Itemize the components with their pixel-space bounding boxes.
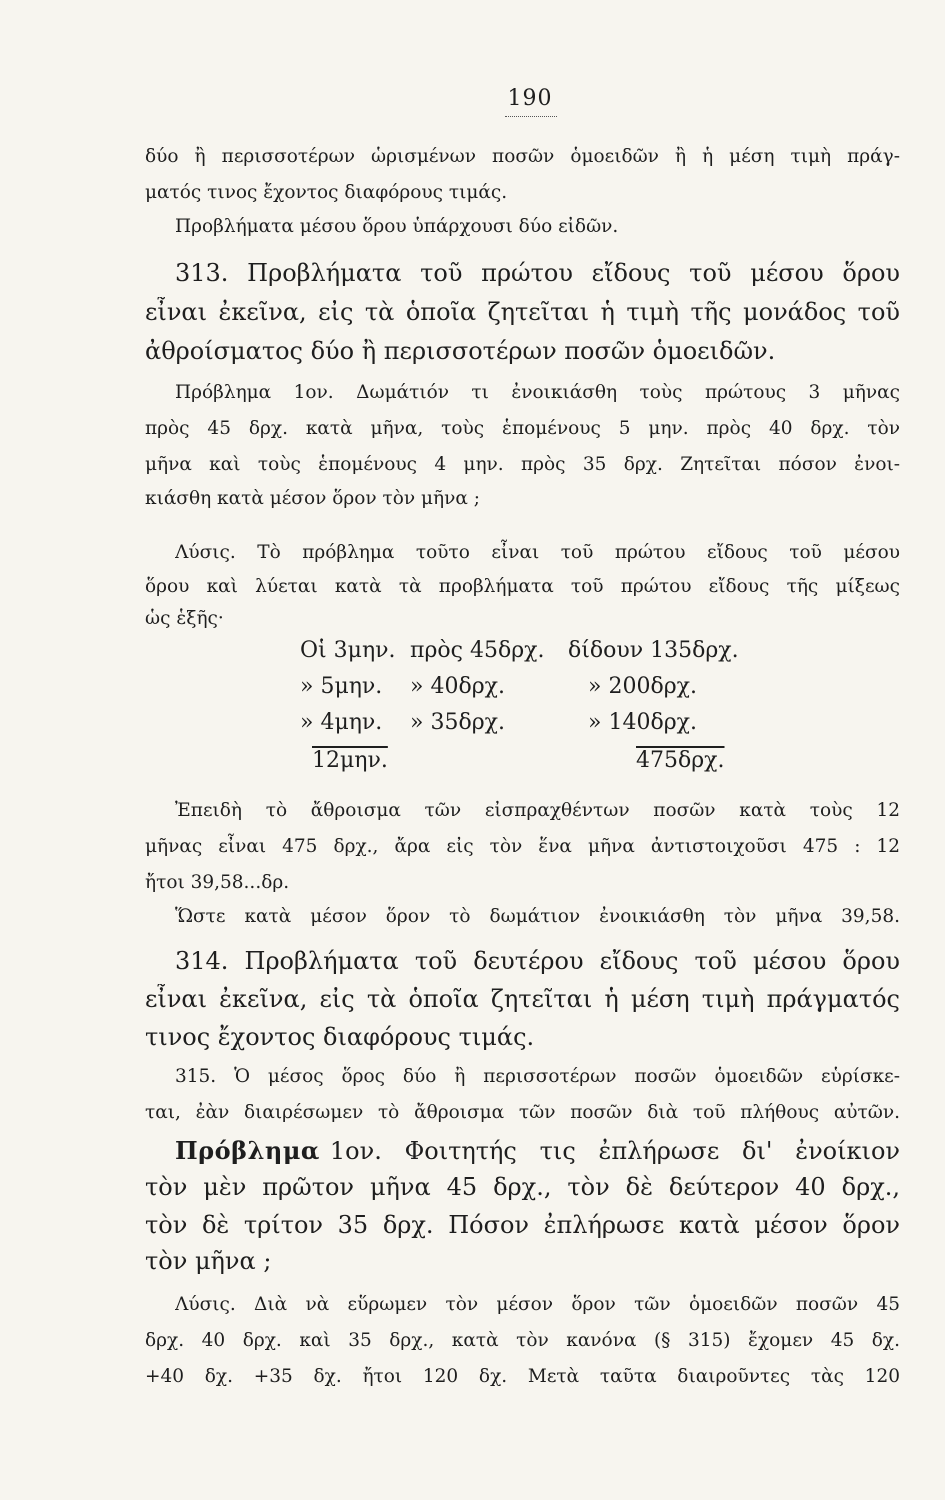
text-line: τὸν δὲ τρίτον 35 δρχ. Πόσον ἐπλήρωσε κατὰ μέσον ὅρον bbox=[145, 1211, 900, 1239]
text-line: 313. Προβλήματα τοῦ πρώτου εἴδους τοῦ μέσου ὅρου bbox=[175, 259, 900, 287]
text-line: μῆνα καὶ τοὺς ἑπομένους 4 μην. πρὸς 35 δρχ. Ζητεῖται πόσον ἐνοι- bbox=[145, 454, 900, 475]
text-line: τὸν μῆνα ; bbox=[145, 1247, 272, 1275]
text-line: Ὥστε κατὰ μέσον ὅρον τὸ δωμάτιον ἐνοικιάσθη τὸν μῆνα 39,58. bbox=[175, 906, 900, 927]
text-line: 1ον. Φοιτητής τις ἐπλήρωσε δι' ἐνοίκιον bbox=[329, 1137, 900, 1165]
text-line: εἶναι ἐκεῖνα, εἰς τὰ ὁποῖα ζητεῖται ἡ τιμὴ τῆς μονάδος τοῦ bbox=[145, 298, 900, 326]
text-line: 315. Ὁ μέσος ὅρος δύο ἢ περισσοτέρων ποσῶν ὁμοειδῶν εὑρίσκε- bbox=[175, 1066, 900, 1087]
text-line: ματός τινος ἔχοντος διαφόρους τιμάς. bbox=[145, 182, 508, 203]
table-cell: » 200δρχ. bbox=[588, 674, 697, 699]
table-cell: » 140δρχ. bbox=[588, 710, 697, 735]
text-line: πρὸς 45 δρχ. κατὰ μῆνα, τοὺς ἑπομένους 5 μην. πρὸς 40 δρχ. τὸν bbox=[145, 418, 900, 439]
table-cell: » 5μην. bbox=[300, 674, 383, 699]
problem-label: Πρόβλημα bbox=[175, 1136, 320, 1165]
table-cell: » 4μην. bbox=[300, 710, 383, 735]
text-line: μῆνας εἶναι 475 δρχ., ἄρα εἰς τὸν ἕνα μῆνα ἀντιστοιχοῦσι 475 : 12 bbox=[145, 836, 900, 857]
text-line: Προβλήματα μέσου ὅρου ὑπάρχουσι δύο εἰδῶν. bbox=[175, 216, 619, 237]
table-cell: πρὸς 45δρχ. bbox=[410, 638, 545, 663]
text-line: Λύσις. Διὰ νὰ εὕρωμεν τὸν μέσον ὅρον τῶν ὁμοειδῶν ποσῶν 45 bbox=[175, 1294, 900, 1315]
text-line: ἤτοι 39,58...δρ. bbox=[145, 872, 290, 893]
table-cell: Οἱ 3μην. bbox=[300, 638, 396, 663]
text-line: ἀθροίσματος δύο ἢ περισσοτέρων ποσῶν ὁμοειδῶν. bbox=[145, 337, 776, 365]
text-line: τινος ἔχοντος διαφόρους τιμάς. bbox=[145, 1023, 535, 1051]
text-line: τὸν μὲν πρῶτον μῆνα 45 δρχ., τὸν δὲ δεύτερον 40 δρχ., bbox=[145, 1173, 900, 1201]
text-line: ὡς ἑξῆς· bbox=[145, 608, 224, 629]
table-cell: » 35δρχ. bbox=[410, 710, 505, 735]
text-line: δύο ἢ περισσοτέρων ὡρισμένων ποσῶν ὁμοειδῶν ἢ ἡ μέση τιμὴ πράγ- bbox=[145, 146, 900, 167]
text-line: +40 δχ. +35 δχ. ἤτοι 120 δχ. Μετὰ ταῦτα διαιροῦντες τὰς 120 bbox=[145, 1366, 900, 1387]
table-cell: δίδουν 135δρχ. bbox=[568, 638, 739, 663]
table-total: 475δρχ. bbox=[636, 748, 725, 773]
page-number: 190 bbox=[507, 86, 553, 111]
table-cell: » 40δρχ. bbox=[410, 674, 505, 699]
text-line: 314. Προβλήματα τοῦ δευτέρου εἴδους τοῦ μέσου ὅρου bbox=[175, 947, 900, 975]
text-line: εἶναι ἐκεῖνα, εἰς τὰ ὁποῖα ζητεῖται ἡ μέση τιμὴ πράγματός bbox=[145, 985, 900, 1013]
page-number-rule bbox=[505, 116, 557, 117]
text-line: Λύσις. Τὸ πρόβλημα τοῦτο εἶναι τοῦ πρώτου εἴδους τοῦ μέσου bbox=[175, 542, 900, 563]
text-line: δρχ. 40 δρχ. καὶ 35 δρχ., κατὰ τὸν κανόνα (§ 315) ἔχομεν 45 δχ. bbox=[145, 1330, 900, 1351]
table-total: 12μην. bbox=[312, 748, 388, 773]
text-line: κιάσθη κατὰ μέσον ὅρον τὸν μῆνα ; bbox=[145, 488, 480, 509]
text-line: Πρόβλημα 1ον. Δωμάτιόν τι ἐνοικιάσθη τοὺς πρώτους 3 μῆνας bbox=[175, 382, 900, 403]
problem-line bbox=[175, 1136, 900, 1166]
text-line: Ἐπειδὴ τὸ ἄθροισμα τῶν εἰσπραχθέντων ποσῶν κατὰ τοὺς 12 bbox=[175, 800, 900, 821]
text-line: ται, ἐὰν διαιρέσωμεν τὸ ἄθροισμα τῶν ποσῶν διὰ τοῦ πλήθους αὐτῶν. bbox=[145, 1102, 900, 1123]
text-line: ὅρου καὶ λύεται κατὰ τὰ προβλήματα τοῦ πρώτου εἴδους τῆς μίξεως bbox=[145, 576, 900, 597]
